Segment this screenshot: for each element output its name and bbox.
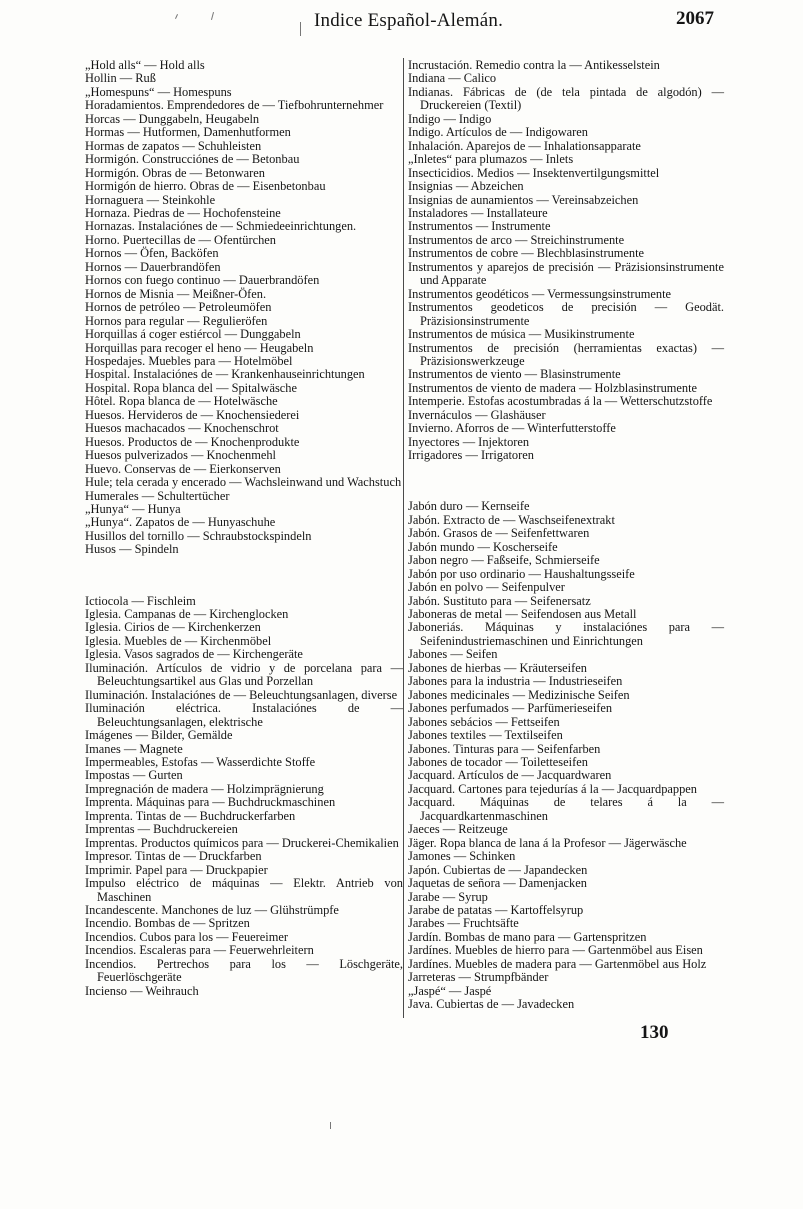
index-entry: Irrigadores — Irrigatoren [408, 448, 534, 463]
index-entry: Horquillas á coger estiércol — Dunggabeln [85, 327, 301, 342]
index-entry: Hornos con fuego continuo — Dauerbrandöfen [85, 273, 320, 288]
index-entry: „Hunya“. Zapatos de — Hunyaschuhe [85, 515, 276, 530]
index-entry: Jardín. Bombas de mano para — Gartenspritzen [408, 929, 647, 944]
index-entry: Husillos del tornillo — Schraubstockspindeln [85, 528, 312, 543]
index-entry: „Hunya“ — Hunya [85, 501, 181, 516]
index-entry: Japón. Cubiertas de — Japandecken [408, 862, 588, 877]
index-entry: Inhalación. Aparejos de — Inhalationsapparate [408, 138, 641, 153]
index-entry: Instrumentos de arco — Streichinstrumente [408, 232, 625, 247]
index-entry: Insignias — Abzeichen [408, 179, 524, 194]
index-entry: Hormigón de hierro. Obras de — Eisenbetonbau [85, 179, 326, 194]
index-entry: Intemperie. Estofas acostumbradas á la — Wetterschutzstoffe [408, 394, 713, 409]
index-entry: Jaboneras de metal — Seifendosen aus Metall [408, 607, 637, 621]
index-entry: Indigo — Indigo [408, 111, 492, 126]
scan-speck [300, 22, 301, 36]
index-entry: Incendio. Bombas de — Spritzen [85, 916, 250, 931]
index-entry: Jabones medicinales — Medizinische Seifen [408, 687, 630, 702]
index-column-left [85, 59, 403, 998]
index-entry: Jarabes — Fruchtsäfte [408, 916, 519, 931]
index-entry: Impulso eléctrico de máquinas — Elektr. Antrieb von Maschinen [85, 876, 403, 904]
index-entry: Jabon negro — Faßseife, Schmierseife [408, 553, 600, 568]
index-entry: Instrumentos de cobre — Blechblasinstrumente [408, 246, 645, 261]
running-title: Indice Español-Alemán. [314, 10, 504, 31]
index-entry: Humerales — Schultertücher [85, 488, 230, 503]
index-entry: Impostas — Gurten [85, 768, 183, 783]
index-entry: Hospital. Instalaciónes de — Krankenhauseinrichtungen [85, 367, 365, 382]
index-entry: Imprenta. Máquinas para — Buchdruckmaschinen [85, 795, 336, 810]
index-entry: Hormigón. Obras de — Betonwaren [85, 165, 265, 180]
index-entry: Indiana — Calico [408, 71, 497, 86]
sheet-number: 130 [640, 1022, 669, 1043]
index-entry: Jabón duro — Kernseife [408, 499, 530, 514]
index-entry: Jäger. Ropa blanca de lana á la Profesor — Jägerwäsche [408, 835, 687, 850]
scan-speck [330, 1122, 331, 1129]
index-entry: Jarabe de patatas — Kartoffelsyrup [408, 902, 584, 917]
index-entry: „Homespuns“ — Homespuns [85, 84, 232, 99]
index-entry: Jaboneriás. Máquinas y instalaciónes para — Seifenindustriemaschinen und Einrichtungen [408, 620, 724, 648]
index-entry: Jacquard. Cartones para tejedurías á la — Jacquardpappen [408, 781, 697, 796]
index-entry: Imprimir. Papel para — Druckpapier [85, 862, 268, 877]
index-entry: Jaeces — Reitzeuge [408, 822, 508, 837]
index-entry: Imprentas. Productos químicos para — Druckerei-Chemikalien [85, 835, 399, 850]
index-entry: Iluminación eléctrica. Instalaciónes de — Beleuchtungsanlagen, elektrische [85, 701, 403, 729]
index-entry: Instrumentos de precisión (herramientas exactas) — Präzisionswerkzeuge [408, 340, 724, 368]
index-entry: Horcas — Dunggabeln, Heugabeln [85, 111, 260, 126]
index-entry: Instrumentos geodeticos de precisión — Geodät. Präzisionsinstrumente [408, 300, 724, 328]
index-entry: Hornaguera — Steinkohle [85, 192, 216, 207]
index-entry: Instrumentos de viento de madera — Holzblasinstrumente [408, 380, 698, 395]
index-entry: Huesos pulverizados — Knochenmehl [85, 448, 276, 463]
index-entry: Horadamientos. Emprendedores de — Tiefbohrunternehmer [85, 98, 384, 113]
index-entry: Imanes — Magnete [85, 741, 183, 756]
index-entry: Jaquetas de señora — Damenjacken [408, 876, 587, 891]
index-entry: Ictiocola — Fischleim [85, 593, 196, 608]
index-entry: Jabones textiles — Textilseifen [408, 728, 563, 743]
index-entry: Imágenes — Bilder, Gemälde [85, 728, 233, 743]
index-entry: Imprenta. Tintas de — Buchdruckerfarben [85, 808, 296, 823]
index-entry: Jabones de tocador — Toiletteseifen [408, 754, 588, 769]
index-entry: Instrumentos de música — Musikinstrumente [408, 327, 635, 342]
index-entry: Jabón en polvo — Seifenpulver [408, 580, 565, 595]
index-entry: Jabón por uso ordinario — Haushaltungsseife [408, 566, 635, 581]
index-entry: Jardínes. Muebles de hierro para — Gartenmöbel aus Eisen [408, 943, 703, 958]
index-entry: Incendios. Cubos para los — Feuereimer [85, 929, 289, 944]
index-entry: Incandescente. Manchones de luz — Glühstrümpfe [85, 902, 339, 917]
index-entry: „Hold alls“ — Hold alls [85, 58, 205, 72]
index-entry: Iglesia. Campanas de — Kirchenglocken [85, 607, 289, 621]
index-entry: Indigo. Artículos de — Indigowaren [408, 125, 588, 140]
index-entry: Hornos — Dauerbrandöfen [85, 259, 221, 274]
page-number: 2067 [676, 8, 714, 29]
index-entry: Jabones — Seifen [408, 647, 498, 662]
index-entry: Incrustación. Remedio contra la — Antikesselstein [408, 58, 660, 72]
index-entry: Java. Cubiertas de — Javadecken [408, 997, 575, 1012]
index-entry: Iglesia. Cirios de — Kirchenkerzen [85, 620, 261, 635]
index-entry: Incienso — Weihrauch [85, 983, 199, 998]
index-entry: Hollin — Ruß [85, 71, 156, 86]
index-entry: Instrumentos y aparejos de precisión — Präzisionsinstrumente und Apparate [408, 259, 724, 288]
index-entry: Huevo. Conservas de — Eierkonserven [85, 461, 281, 476]
index-entry: Iluminación. Instalaciónes de — Beleuchtungsanlagen, diverse [85, 687, 398, 702]
index-entry: Huesos. Productos de — Knochenprodukte [85, 434, 300, 449]
index-entry: Jabones. Tinturas para — Seifenfarben [408, 741, 601, 756]
index-entry: Jardínes. Muebles de madera para — Gartenmöbel aus Holz [408, 956, 707, 971]
index-entry: Indianas. Fábricas de (de tela pintada de algodón) — Druckereien (Textil) [408, 84, 724, 113]
index-entry: Hornos de Misnia — Meißner-Öfen. [85, 286, 267, 301]
index-entry: Hornazas. Instalaciónes de — Schmiedeeinrichtungen. [85, 219, 357, 234]
index-entry: Impregnación de madera — Holzimprägnierung [85, 781, 324, 796]
index-entry: Invierno. Aforros de — Winterfutterstoffe [408, 421, 616, 436]
index-entry: Jabones perfumados — Parfümerieseifen [408, 701, 613, 716]
index-entry: Huesos. Hervideros de — Knochensiederei [85, 407, 300, 422]
column-divider [403, 58, 404, 1018]
index-entry: Hornaza. Piedras de — Hochofensteine [85, 205, 281, 220]
index-entry: Hule; tela cerada y encerado — Wachsleinwand und Wachstuch [85, 475, 402, 490]
index-entry: Insignias de aunamientos — Vereinsabzeichen [408, 192, 639, 207]
index-entry: Hormigón. Construcciónes de — Betonbau [85, 152, 300, 167]
index-entry: Jabón. Sustituto para — Seifenersatz [408, 593, 591, 608]
index-entry: Hornos — Öfen, Backöfen [85, 246, 219, 261]
index-entry: Instaladores — Installateure [408, 205, 548, 220]
index-entry: Jarabe — Syrup [408, 889, 488, 904]
index-entry: Hospital. Ropa blanca del — Spitalwäsche [85, 380, 297, 395]
index-entry: Jabones de hierbas — Kräuterseifen [408, 660, 587, 675]
index-entry: Incendios. Escaleras para — Feuerwehrleitern [85, 943, 314, 958]
index-entry: Husos — Spindeln [85, 542, 179, 557]
index-entry: Hormas — Hutformen, Damenhutformen [85, 125, 291, 140]
scan-speck [175, 14, 178, 19]
index-entry: Iglesia. Muebles de — Kirchenmöbel [85, 633, 272, 648]
index-entry: Insecticidios. Medios — Insektenvertilgungsmittel [408, 165, 660, 180]
index-entry: Jabones para la industria — Industrieseifen [408, 674, 623, 689]
index-entry: Impermeables, Estofas — Wasserdichte Stoffe [85, 754, 316, 769]
index-entry: Hôtel. Ropa blanca de — Hotelwäsche [85, 394, 278, 409]
index-entry: Hornos para regular — Regulieröfen [85, 313, 268, 328]
index-entry: Jamones — Schinken [408, 849, 516, 864]
index-entry: Hormas de zapatos — Schuhleisten [85, 138, 262, 153]
index-entry: Inyectores — Injektoren [408, 434, 530, 449]
letter-section-gap [85, 569, 403, 582]
index-entry: Instrumentos — Instrumente [408, 219, 551, 234]
index-entry: Jabón mundo — Koscherseife [408, 539, 558, 554]
index-entry: Jabón. Extracto de — Waschseifenextrakt [408, 512, 615, 527]
index-entry: „Jaspé“ — Jaspé [408, 983, 492, 998]
index-entry: Huesos machacados — Knochenschrot [85, 421, 279, 436]
index-entry: Hospedajes. Muebles para — Hotelmöbel [85, 353, 293, 368]
index-entry: Jacquard. Máquinas de telares á la — Jacquardkartenmaschinen [408, 795, 724, 823]
index-entry: Iglesia. Vasos sagrados de — Kirchengeräte [85, 647, 303, 662]
index-entry: Horquillas para recoger el heno — Heugabeln [85, 340, 314, 355]
index-entry: Horno. Puertecillas de — Ofentürchen [85, 232, 276, 247]
index-entry: Impresor. Tintas de — Druckfarben [85, 849, 262, 864]
index-column-right [408, 59, 724, 1012]
index-entry: Iluminación. Artículos de vidrio y de porcelana para — Beleuchtungsartikel aus Glas und Porzellan [85, 660, 403, 689]
index-entry: Jabones sebácios — Fettseifen [408, 714, 560, 729]
index-entry: Instrumentos de viento — Blasinstrumente [408, 367, 621, 382]
index-entry: Jabón. Grasos de — Seifenfettwaren [408, 526, 590, 541]
letter-section-gap [408, 475, 724, 488]
index-entry: Hornos de petróleo — Petroleumöfen [85, 300, 272, 315]
index-entry: „Inletes“ para plumazos — Inlets [408, 152, 574, 167]
index-entry: Incendios. Pertrechos para los — Löschgeräte, Feuerlöschgeräte [85, 956, 403, 985]
index-entry: Instrumentos geodéticos — Vermessungsinstrumente [408, 286, 672, 301]
index-entry: Invernáculos — Glashäuser [408, 407, 546, 422]
index-entry: Jarreteras — Strumpfbänder [408, 970, 549, 985]
index-entry: Imprentas — Buchdruckereien [85, 822, 238, 837]
index-entry: Jacquard. Artículos de — Jacquardwaren [408, 768, 612, 783]
scan-speck [211, 12, 214, 20]
